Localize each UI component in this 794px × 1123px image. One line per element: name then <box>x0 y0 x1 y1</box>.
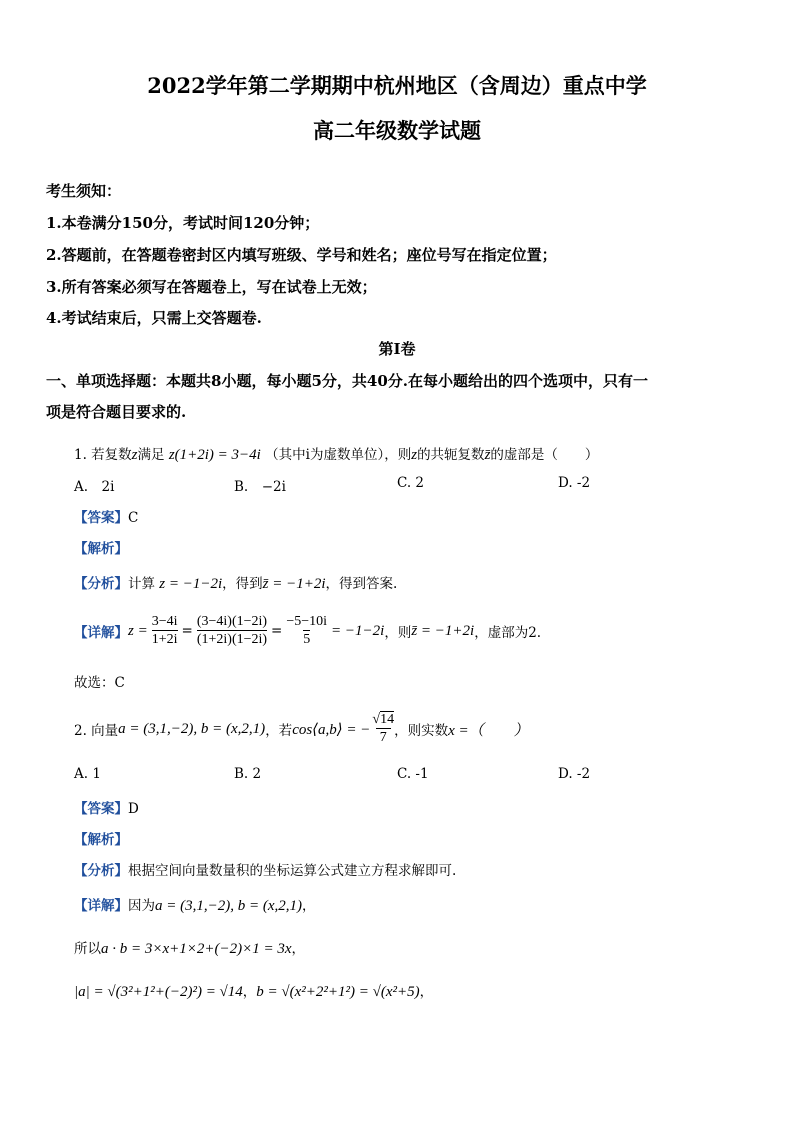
q2-option-b: B. 2 <box>234 766 262 782</box>
q2-analysis-label: 【解析】 <box>74 832 128 848</box>
q1-choose: 故选：C <box>74 675 125 691</box>
q2-stem: 2. 向量 a = (3,1,−2), b = (x,2,1) ，若 cos⟨a,b⟩ = − $\frac{√14}{7}$ ，则实数 x =（ ） <box>74 712 529 745</box>
section-intro-line1: 一、单项选择题：本题共8小题，每小题5分，共40分.在每小题给出的四个选项中，只有一 <box>46 372 648 390</box>
q1-option-b: B. −2i <box>234 479 286 495</box>
q1-analysis-label: 【解析】 <box>74 541 128 557</box>
fraction-3: $\frac{-5-10i}{5}$ <box>286 614 328 647</box>
q2-option-d: D. -2 <box>558 766 591 782</box>
exam-title: 2022学年第二学期期中杭州地区（含周边）重点中学 <box>147 73 647 98</box>
q1-option-c: C. 2 <box>397 475 425 491</box>
q1-detail: 【详解】 z = $\frac{3-4i}{1+2i}$ = $\frac{(3-4i)(1-2i)}{(1+2i)(1-2i)}$ = $\frac{-5-10i}{5}$ = −1−2i ，则 z̄ = −1+2i ，虚部为2. <box>74 614 542 647</box>
q2-detail-line2: 所以a · b = 3×x+1×2+(−2)×1 = 3x， <box>74 941 306 957</box>
q2-option-a: A. 1 <box>74 766 101 782</box>
q2-detail-line3: |a| = √(3²+1²+(−2)²) = √14，b = √(x²+2²+1²) = √(x²+5)， <box>74 984 434 1000</box>
q1-option-a: A. 2i <box>74 479 115 495</box>
exam-subtitle: 高二年级数学试题 <box>313 118 481 143</box>
q1-fenxi: 【分析】计算 z = −1−2i，得到z̄ = −1+2i，得到答案. <box>74 576 398 592</box>
notice-item: 1.本卷满分150分，考试时间120分钟； <box>46 214 320 232</box>
notice-item: 2.答题前，在答题卷密封区内填写班级、学号和姓名；座位号写在指定位置； <box>46 246 557 264</box>
fraction-2: $\frac{(3-4i)(1-2i)}{(1+2i)(1-2i)}$ <box>196 614 268 647</box>
notice-item: 3.所有答案必须写在答题卷上，写在试卷上无效； <box>46 278 377 296</box>
notice-heading: 考生须知： <box>46 182 122 200</box>
q2-fraction: $\frac{√14}{7}$ <box>372 712 395 745</box>
q1-answer: 【答案】C <box>74 510 139 526</box>
section-title: 第I卷 <box>378 340 416 358</box>
q2-detail: 【详解】因为a = (3,1,−2), b = (x,2,1)， <box>74 898 316 914</box>
section-intro-line2: 项是符合题目要求的. <box>46 403 187 421</box>
q2-option-c: C. -1 <box>397 766 429 782</box>
q1-equation: z(1+2i) = 3−4i <box>168 447 261 463</box>
q2-fenxi: 【分析】根据空间向量数量积的坐标运算公式建立方程求解即可. <box>74 863 457 879</box>
q1-option-d: D. -2 <box>558 475 591 491</box>
notice-item: 4.考试结束后，只需上交答题卷. <box>46 309 262 327</box>
q1-stem: 1. 若复数z满足 z(1+2i) = 3−4i （其中i为虚数单位），则z的共轭复数z̄的虚部是（ ） <box>74 447 599 463</box>
fraction-1: $\frac{3-4i}{1+2i}$ <box>151 614 178 647</box>
q2-answer: 【答案】D <box>74 801 139 817</box>
